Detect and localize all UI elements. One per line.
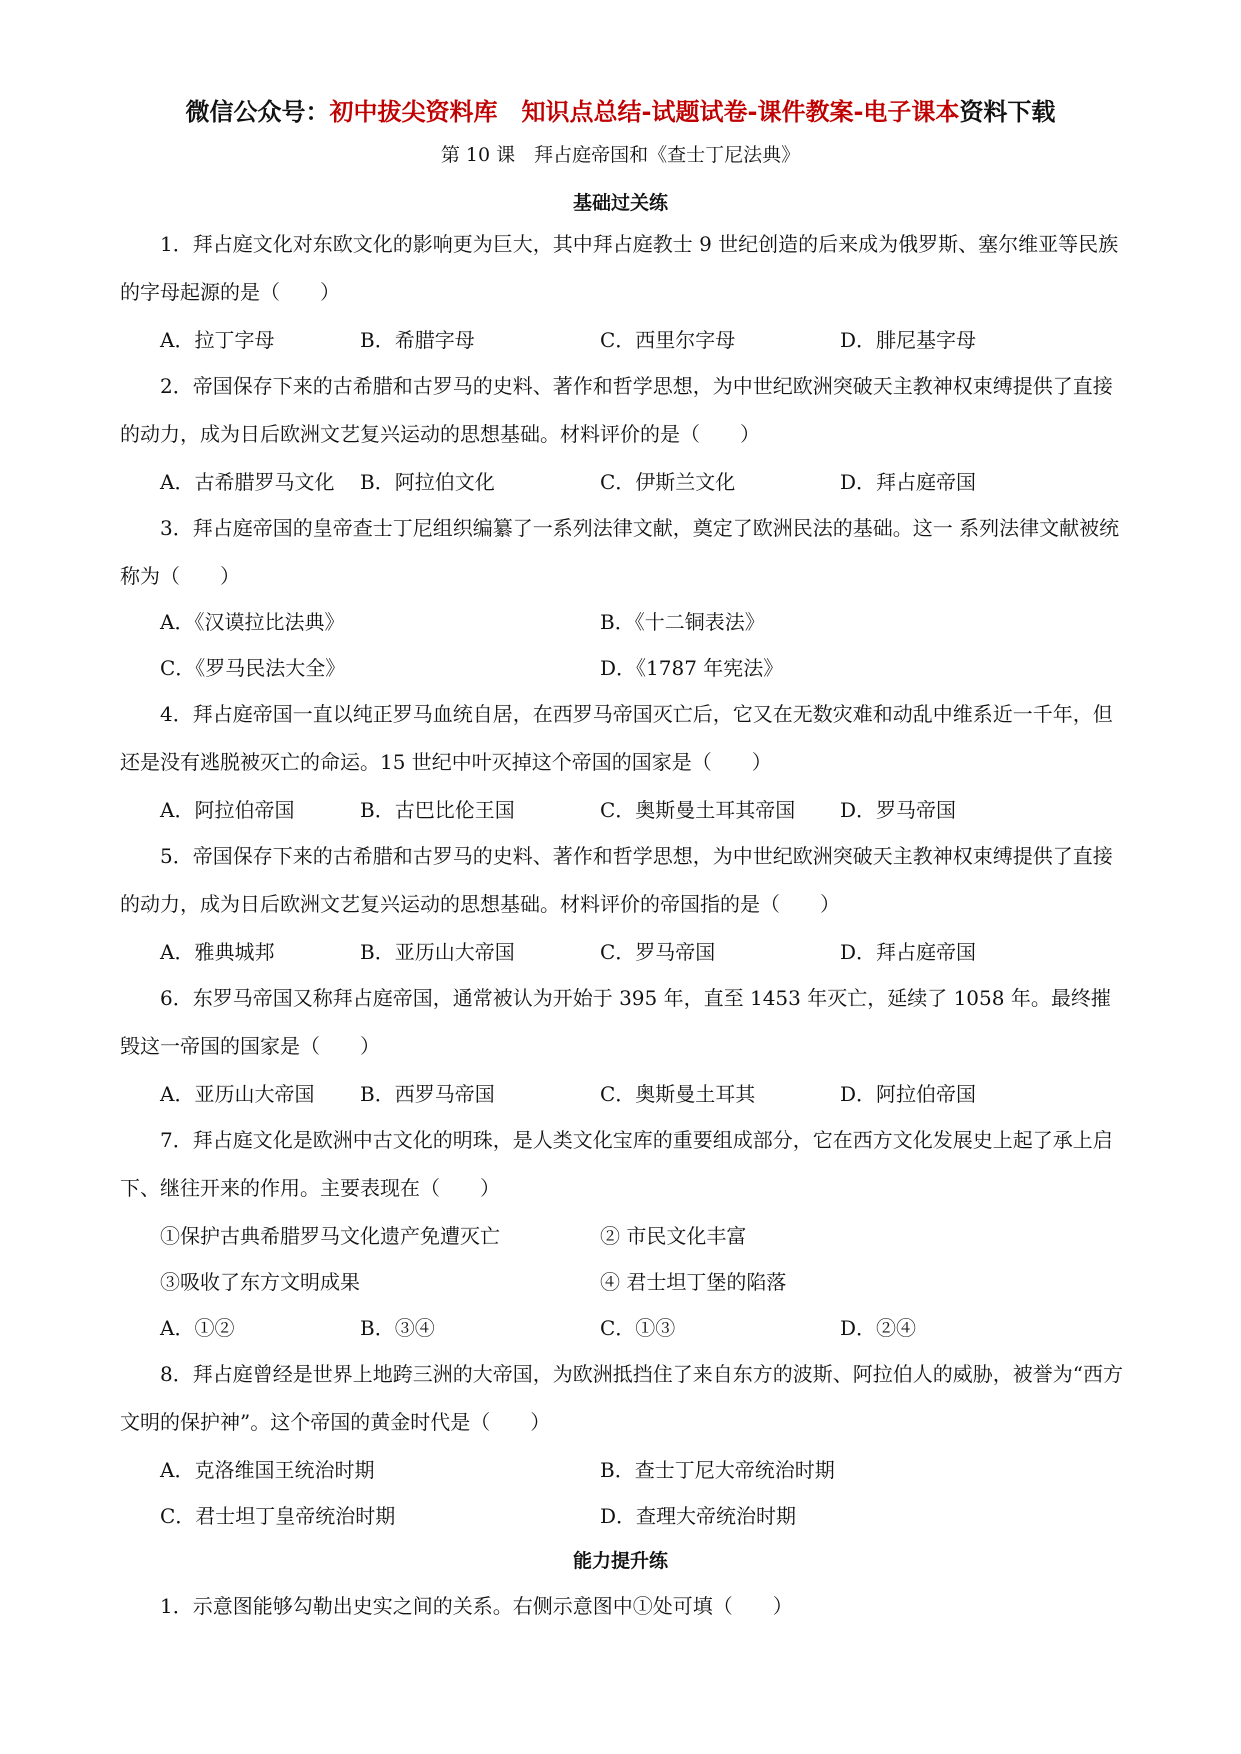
option-c: C．西里尔字母 [600, 328, 736, 352]
question-3-options-row1 [160, 606, 1160, 638]
option-c: C．奥斯曼土耳其 [600, 1082, 756, 1106]
question-1-options [160, 324, 1160, 356]
section-title-advanced: 能力提升练 [572, 1550, 668, 1572]
question-8: 8．拜占庭曾经是世界上地跨三洲的大帝国，为欧洲抵挡住了来自东方的波斯、阿拉伯人的威胁，被誉为“西方文明的保护神”。这个帝国的黄金时代是（ ） [120, 1362, 1123, 1434]
option-c: C．君士坦丁皇帝统治时期 [160, 1504, 396, 1528]
option-a: A．《汉谟拉比法典》 [160, 610, 345, 634]
option-a: A．亚历山大帝国 [160, 1082, 315, 1106]
option-d: D．罗马帝国 [840, 798, 957, 822]
option-b: B．古巴比伦王国 [360, 798, 515, 822]
header-suffix: 资料下载 [959, 98, 1056, 126]
option-c: C．《罗马民法大全》 [160, 656, 346, 680]
option-c: C．奥斯曼土耳其帝国 [600, 798, 796, 822]
option-d: D．《1787 年宪法》 [600, 656, 784, 680]
page-header [0, 92, 1241, 127]
option-a: A．雅典城邦 [160, 940, 275, 964]
header-highlight: 初中拔尖资料库 知识点总结-试题试卷-课件教案-电子课本 [329, 98, 960, 126]
question-2: 2．帝国保存下来的古希腊和古罗马的史料、著作和哲学思想，为中世纪欧洲突破天主教神权束缚提供了直接的动力，成为日后欧洲文艺复兴运动的思想基础。材料评价的是（ ） [120, 374, 1113, 446]
question-1: 1．拜占庭文化对东欧文化的影响更为巨大，其中拜占庭教士 9 世纪创造的后来成为俄罗斯、塞尔维亚等民族的字母起源的是（ ） [120, 232, 1119, 304]
option-a: A．①② [160, 1316, 235, 1340]
option-a: A．古希腊罗马文化 [160, 470, 335, 494]
section-title-basic: 基础过关练 [572, 192, 668, 214]
option-b: B．《十二铜表法》 [600, 610, 765, 634]
question-7-options [160, 1312, 1160, 1344]
option-d: D．查理大帝统治时期 [600, 1504, 797, 1528]
statement-2: ② 市民文化丰富 [600, 1224, 747, 1248]
question-7: 7．拜占庭文化是欧洲中古文化的明珠，是人类文化宝库的重要组成部分，它在西方文化发展史上起了承上启下、继往开来的作用。主要表现在（ ） [120, 1128, 1113, 1200]
option-b: B．阿拉伯文化 [360, 470, 495, 494]
question-3-options-row2 [160, 652, 1160, 684]
option-b: B．查士丁尼大帝统治时期 [600, 1458, 835, 1482]
option-a: A．阿拉伯帝国 [160, 798, 295, 822]
option-d: D．拜占庭帝国 [840, 470, 977, 494]
statement-4: ④ 君士坦丁堡的陷落 [600, 1270, 787, 1294]
question-4-options [160, 794, 1160, 826]
option-d: D．腓尼基字母 [840, 328, 977, 352]
question-6: 6．东罗马帝国又称拜占庭帝国，通常被认为开始于 395 年，直至 1453 年灭亡，延续了 1058 年。最终摧毁这一帝国的国家是（ ） [120, 986, 1111, 1058]
statement-3: ③吸收了东方文明成果 [160, 1270, 360, 1294]
option-c: C．罗马帝国 [600, 940, 716, 964]
question-3: 3．拜占庭帝国的皇帝查士丁尼组织编纂了一系列法律文献，奠定了欧洲民法的基础。这一 系列法律文献被统称为（ ） [120, 516, 1120, 588]
option-c: C．①③ [600, 1316, 676, 1340]
question-8-options-row1 [160, 1454, 1160, 1486]
question-5-options [160, 936, 1160, 968]
option-a: A．拉丁字母 [160, 328, 275, 352]
header-prefix: 微信公众号： [185, 98, 330, 126]
option-a: A．克洛维国王统治时期 [160, 1458, 375, 1482]
question-6-options [160, 1078, 1160, 1110]
option-d: D．阿拉伯帝国 [840, 1082, 977, 1106]
option-b: B．亚历山大帝国 [360, 940, 515, 964]
option-c: C．伊斯兰文化 [600, 470, 736, 494]
question-2-options [160, 466, 1160, 498]
option-b: B．西罗马帝国 [360, 1082, 495, 1106]
option-b: B．③④ [360, 1316, 435, 1340]
question-8-options-row2 [160, 1500, 1160, 1532]
question-7-statements-row2 [160, 1266, 1160, 1298]
option-d: D．拜占庭帝国 [840, 940, 977, 964]
advanced-question-1: 1．示意图能够勾勒出史实之间的关系。右侧示意图中①处可填（ ） [160, 1594, 793, 1618]
question-7-statements-row1 [160, 1220, 1160, 1252]
option-b: B．希腊字母 [360, 328, 475, 352]
question-4: 4．拜占庭帝国一直以纯正罗马血统自居，在西罗马帝国灭亡后，它又在无数灾难和动乱中维系近一千年，但还是没有逃脱被灭亡的命运。15 世纪中叶灭掉这个帝国的国家是（ ） [120, 702, 1113, 774]
statement-1: ①保护古典希腊罗马文化遗产免遭灭亡 [160, 1224, 500, 1248]
option-d: D．②④ [840, 1316, 917, 1340]
question-5: 5．帝国保存下来的古希腊和古罗马的史料、著作和哲学思想，为中世纪欧洲突破天主教神权束缚提供了直接的动力，成为日后欧洲文艺复兴运动的思想基础。材料评价的帝国指的是（ ） [120, 844, 1113, 916]
lesson-title: 第 10 课 拜占庭帝国和《查士丁尼法典》 [440, 144, 801, 166]
